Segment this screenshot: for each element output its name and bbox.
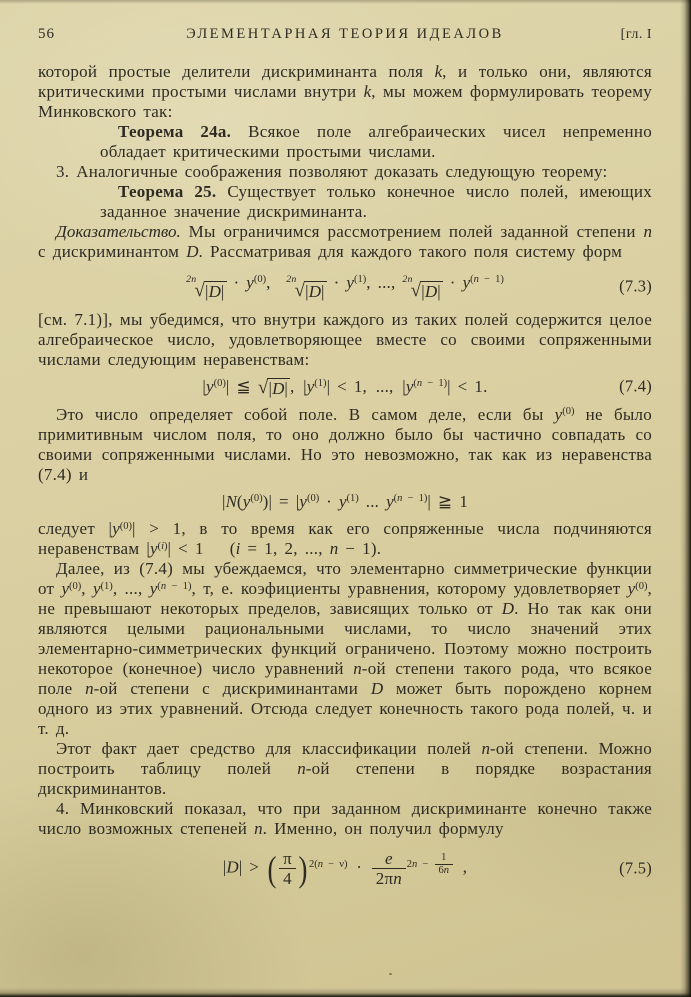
paragraph-4: 4. Минковский показал, что при заданном дискриминанте конечно также число возможных степеней n. Именно, он получил формулу [38,799,652,839]
formula-7-3-body: 2n √ |D| · $y^{(0)}$, 2n √ |D| · $y^{(1)}$, ..., 2n √ |D| · $y^{(n - 1)}$ [186,273,504,301]
scan-edge-right [680,0,691,997]
paragraph-etot-fakt: Этот факт дает средство для классификации полей n-ой степени. Можно построить таблицу полей n-ой степени в порядке возрастания дискриминантов. [38,739,652,799]
scan-edge-bottom [0,988,691,997]
formula-7-4-body: $|y^{(0)}|$ ≦ √ |D| , $|y^{(1)}| < 1$, ..., $|y^{(n - 1)}| < 1$. [202,376,488,398]
paragraph-3: 3. Аналогичные соображения позволяют доказать следующую теорему: [56,162,608,181]
formula-7-3-number: (7.3) [619,276,652,296]
theorem-24a: Теорема 24а. Всякое поле алгебраических чисел непременно обладает критическими простыми числами. [100,122,653,161]
paragraph-see-71: [см. 7.1)], мы убедимся, что внутри каждого из таких полей содержится целое алгебраическое число, удовлетворяющее вместе со своими сопряженными числами следующим неравенствам: [38,309,652,369]
page-content [38,26,652,896]
paragraph-proof: Доказательство. Мы ограничимся рассмотрением полей заданной степени n с дискриминантом D. Рассматривая для каждого такого поля систему форм [38,222,652,261]
text-body [38,62,652,888]
paragraph-sleduet: следует $|y^{(0)}| > 1$, в то время как его сопряженные числа подчиняются неравенствам $|y^{(i)}| < 1$ (i = 1, 2, ..., n − 1). [38,519,652,559]
page-header [38,26,652,43]
formula-7-4 [38,376,652,399]
theorem-25: Теорема 25. Существует только конечное число полей, имеющих заданное значение дискриминанта. [100,182,652,221]
formula-7-5 [38,849,652,888]
formula-norm-body: $|N(y^{(0)})| = |y^{(0)} \cdot y^{(1)}$ ... $y^{(n - 1)}|$ ≧ 1 [221,492,469,512]
formula-7-5-body: |D| > ( $\frac{\pi}{4}$ ) $^{2(n - \nu)}$ · $\frac{e}{2\pi n}$ $^{2n - \frac{1}{6n}}$ , [222,848,468,889]
paper-speck [389,973,392,975]
formula-7-5-number: (7.5) [619,858,652,878]
scan-edge-top [0,0,691,4]
formula-norm-inequality [38,491,652,512]
paragraph-eto-chislo: Это число определяет собой поле. В самом деле, если бы $y^{(0)}$ не было примитивным числом поля, то оно должно было бы частично совпадать со своими сопряженными числами. Но это невозможно, так как из неравенства (7.4) и [38,405,652,485]
chapter-marker: [гл. I [620,27,652,42]
formula-7-4-number: (7.4) [619,376,652,396]
paragraph-intro: которой простые делители дискриминанта поля k, и только они, являются критическими простыми числами внутри k, мы можем формулировать теорему Минковского так: [38,62,653,121]
page-number: 56 [38,26,55,42]
formula-7-3 [38,272,652,302]
paragraph-dalee: Далее, из (7.4) мы убеждаемся, что элементарно симметрические функции от $y^{(0)}$, $y^{(1)}$, ..., $y^{(n - 1)}$, т, е. коэфициенты уравнения, которому удовлетворяет $y^{(0)}$, не превышают некоторых пределов, зависящих только от D. Но так как они являются целыми рациональными числами, то число значений этих элементарно-симметрических функций ограничено. Поэтому можно построить некоторое (конечное) число уравнений n-ой степени такого рода, что всякое поле n-ой степени с дискриминантами D может быть порождено корнем одного из этих уравнений. Отсюда следует конечность такого рода полей, ч. и т. д. [38,559,653,739]
running-title: ЭЛЕМЕНТАРНАЯ ТЕОРИЯ ИДЕАЛОВ [186,26,504,42]
